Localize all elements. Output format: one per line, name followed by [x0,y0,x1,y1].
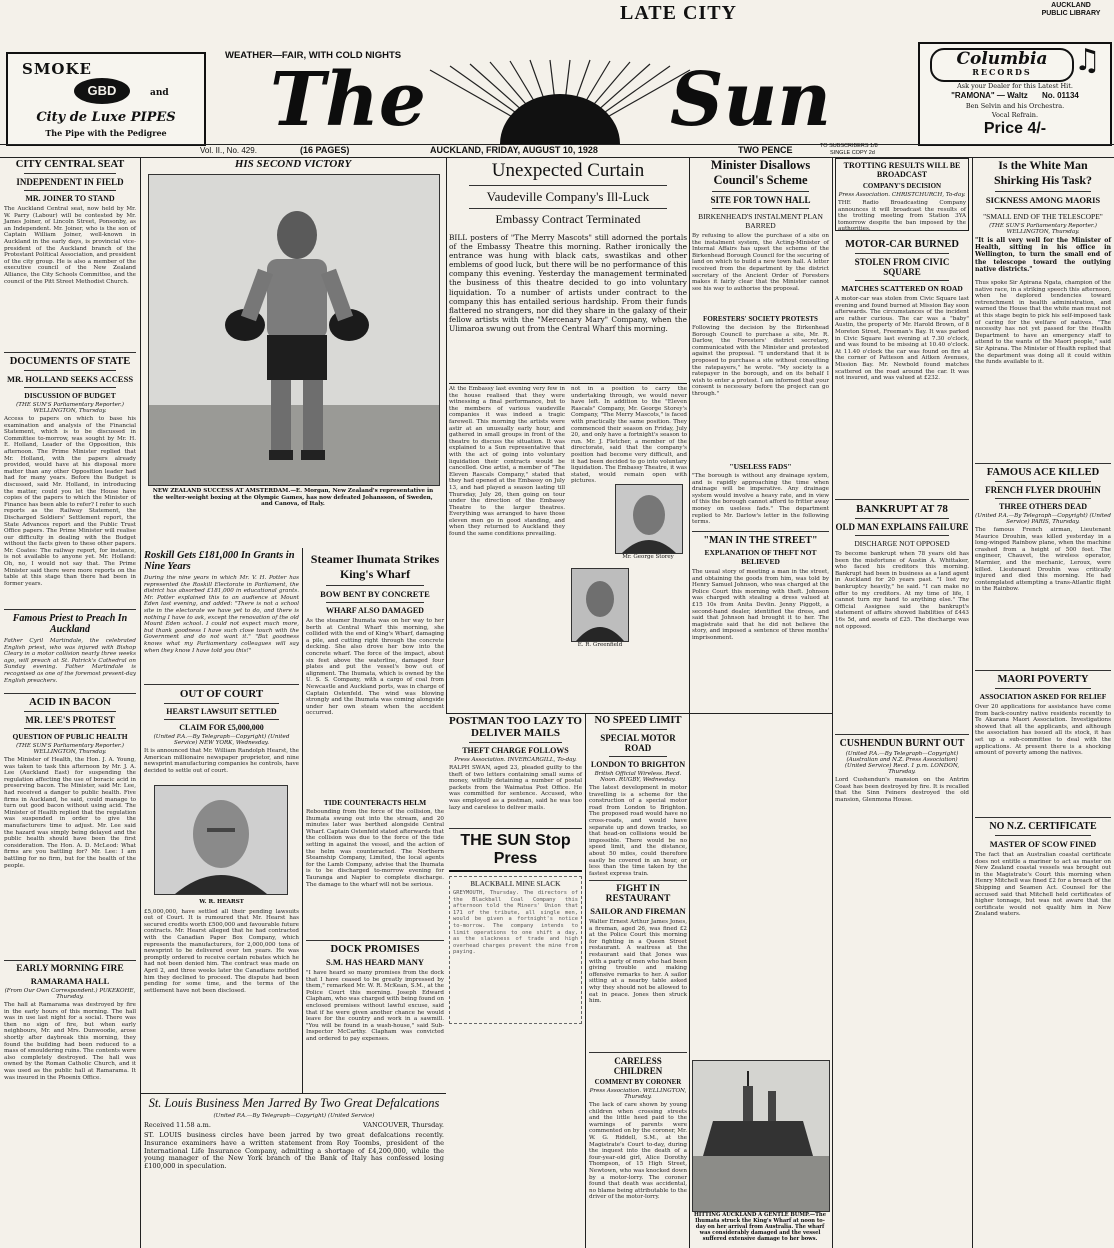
ihumata-body: As the steamer Ihumata was on her way to her berth at Central Wharf this morning, she collided with the end of King's Wharf, damaging a pile, and cutting right through the concrete decking. She also drove her bow into the concrete wharf. The force of the impact, about six feet above the waterline, damaged four plates and put the vessel's bow out of alignment. The Ihumata, which is owned by the U. S. S. Company, with a cargo of coal from Newcastle and Auckland ports, was in charge of Captain Ostenfeld. The wind was blowing strongly and the Ihumata was coming alongside under her own steam when the accident occurred. [306,618,444,717]
priest-headline: Famous Priest to Preach In Auckland [12,613,128,635]
dateline [0,145,1114,157]
storey-photo-caption: Mr. George Storey [622,554,674,560]
fight-headline: FIGHT IN RESTAURANT [605,884,671,904]
columbia-number: No. 01134 [1041,91,1079,100]
columbia-ask: Ask your Dealer for this Latest Hit. [957,82,1073,90]
curtain-body-left: At the Embassy last evening very few in the house realised that they were witnessing a final performance, but to the members of various vaudeville companies it was indeed a tragic farewell. This morning the artists were astir at an unusually early hour, and gathered in small groups in front of the theatre to discuss the situation. It was explained to a Sun representative that with the act of going into voluntary liquidation their contracts would be cancelled. One artist, a member of "The Eleven Rascals Company," stated that they had opened at the Embassy on July 13, and had played a season lasting till Thursday, July 26, then going on tour under the direction of the Embassy Theatre to the larger theatres. Everything was arranged to have those eleven men go in good standing, and when they returned to Auckland they found the same conditions prevailing. [449,386,565,538]
column-5 [835,158,969,1246]
pipe-advertisement [6,52,206,146]
boxer-photo [148,174,440,486]
cushendun-byline: (United P.A.—By Telegraph—Copyright) (Australian and N.Z. Press Association) (United Service) Recd. 1 p.m. LONDON, Thursday. [844,751,960,775]
bacon-deck: QUESTION OF PUBLIC HEALTH [12,732,128,741]
ihumata-photo-caption: HITTING AUCKLAND A GENTLE BUMP.—The Ihumata struck the King's Wharf at noon to-day on her arrival from Australia. The wharf was considerably damaged and the vessel suffered extensive damage to her bows. [693,1212,826,1242]
city-seat-body: The Auckland Central seat, now held by Mr. W. Parry (Labour) will be contested by Mr. James Joiner, of Lincoln Street, Ponsonby, as an Independent. Mr. Joiner, who is the son of Captain William Joiner, well-known in Auckland in the early days, is provincial vice-president of the Auckland branch of the Protestant Political Association, and president of the city group. He is also a member of the executive council of the New Zealand Alliance, the City Schools Committee, and the council of the Pitt Street Methodist Church. [4,206,136,285]
ihumata-photo [692,1060,830,1212]
boxer-figure [149,175,439,485]
ihumata-deck: WHARF ALSO DAMAGED [326,606,424,615]
postman-body: RALPH SWAN, aged 23, pleaded guilty to the theft of two letters containing small sums of money, wilfully detaining a number of postal packets from the Waimatua Post Office. He was committed for sentence. Accused, who was employed as a postman, said he was too lazy and careless to deliver mails. [449,765,582,811]
motorcar-body: A motor-car was stolen from Civic Square last evening and found burned at Mission Bay soon afterwards. The circumstances of the incident are rather curious. The car was a "baby" Austin, the property of Mr. Harold Brown, of 8 Moreton Street, Freeman's Bay. It was parked in Civic Square last evening at 7.30 o'clock, and was found to be missing at 10.40 o'clock. At 11.40 o'clock the car was found on fire at the corner of Patteson and Aitken Avenues, Mission Bay. Mr. Newbold found matches scattered on the road around the car. It was not insured, and was valued at £232. [835,296,969,382]
subscribers: TO SUBSCRIBERS 1/8 [820,143,878,149]
hearst-subhead: HEARST LAWSUIT SETTLED [166,707,277,716]
portrait-figure [155,786,287,894]
dock-headline: DOCK PROMISES [330,944,420,955]
columbia-title [920,91,1110,100]
documents-deck: DISCUSSION OF BUDGET [24,391,116,400]
white-man-deck: "SMALL END OF THE TELESCOPE" [983,212,1103,221]
hearst-portrait [154,785,288,895]
tide-body: Rebounding from the force of the collision, the Ihumata swung out into the stream, and 20 minutes later was berthed alongside Central Wharf. Captain Ostenfeld stated afterwards that the collision was due to the force of the tide setting in against the vessel, and the action of the helm was counteracted. The Northern Steamship Company, Limited, the local agents for the Lamb Company, advise that the Ihumata is to be discharged to-morrow evening for Tauranga and Napier to complete discharge. The damage to the wharf will not be serious. [306,809,444,888]
postman-headline: POSTMAN TOO LAZY TO DELIVER MAILS [449,715,582,739]
city-seat-headline: CITY CENTRAL SEAT [15,159,125,170]
bankrupt-deck: DISCHARGE NOT OPPOSED [854,539,950,548]
st-louis-received: Received 11.58 a.m. [144,1121,211,1129]
fire-body: The hall at Ramarama was destroyed by fire in the early hours of this morning. The hall was in use last night for a social. There was then no sign of fire, but when early neighbours, Mr. and Mrs. Dunwoodie, arose shortly after daybreak this morning, they found the building had been reduced to a mass of smouldering ruins. The contents were also completely destroyed. The hall was owned by the Roman Catholic Church, and it was used as the public hall at Ramarama. It was insured in the Phoenix Office. [4,1002,136,1081]
greenfield-photo [571,568,629,642]
foresters-body: Following the decision by the Birkenhead Borough Council to purchase a site, Mr. R. Darlow, the Foresters' district secretary, communicated with the Minister and protested against the proposal. "I understand that it is proposed to purchase a site without consulting the ratepayers," he wrote. "My society is a ratepayer in the borough, and on its behalf I wish to enter a protest. I am informed that your consent is necessary before the project can go through." [692,325,829,397]
columbia-logo [930,48,1074,82]
storey-photo [615,484,683,554]
library-stamp [1030,2,1112,20]
priest-body: Father Cyril Martindale, the celebrated English priest, who was injured with Bishop Cleary in a motor collision nearly three weeks ago, will preach at St. Patrick's Cathedral on Sunday evening. Father Martindale is recognised as one of the foremost present-day English preachers. [4,638,136,684]
speed-deck: LONDON TO BRIGHTON [590,760,686,769]
documents-body: Access to papers on which to base his examination and analysis of the Financial Statement, which is to be discussed in Committee to-morrow, was sought by Mr. H. E. Holland, Leader of the Opposition, this afternoon. The Prime Minister replied that Mr. Holland, with the papers already provided, would have at his disposal more matter than any other Opposition leader had had for many years. Before the Budget is discussed, said Mr. Holland, in introducing the matter, could you let the House have copies of the papers to which the Minister of Finance has been able to refer? I refer to such reports as the Railway Statement, the Discharged Soldiers' Settlement report, the State Advances report and the Public Trust Office papers. The Prime Minister will realise our difficulty in dealing with the Budget without the facts given to these other papers. Mr. Coates: The railway report, for instance, is not available to anyone yet. Mr. Holland: Oh, no, I would not say that. The Prime Minister said there were more reports on the table at this stage than there had been in former years. [4,416,137,587]
documents-headline: DOCUMENTS OF STATE [9,356,131,367]
columbia-refrain: Vocal Refrain. [991,111,1039,119]
hearst-body-continued: £5,000,000, have settled all their pending lawsuits out of Court. It is rumoured that Mr. Hearst has secured credits worth £500,000 and favourable future contracts. Mr. Hearst alleged that he had contracted with the Canadian Paper Box Company, which represents the manufacturers, for 2,000,000 tons of newsprint to be delivered over ten years. He was promptly ordered to receive certain rebates which he had not been denied him. The contract was made on April 2, and three weeks later the Canadians notified him they declined to proceed. The dispute had been pending for some time, and the terms of the settlement have not been disclosed. [144,908,299,994]
curtain-deck: Embassy Contract Terminated [495,212,641,226]
motorcar-deck: MATCHES SCATTERED ON ROAD [841,284,963,293]
fire-byline: (From Our Own Correspondent.) PUKEKOHE, Thursday. [4,988,136,1000]
certificate-headline: NO N.Z. CERTIFICATE [989,821,1097,832]
ihumata-subhead: BOW BENT BY CONCRETE [320,589,430,599]
masthead-the: The [270,57,426,143]
bankrupt-body: To become bankrupt when 78 years old has been the misfortune of Austin A. Whittaker, who faced his creditors this morning. Bankrupt had been in business as a land agent in Auckland for 20 years past. "I lost my bankruptcy heavily," he said. "I can make no offer to my creditors. At my time of life, I cannot turn my hand to anything else." The Official Assignee said the bankrupt's statement of affairs showed liabilities of £443 16s 5d, and assets of £25. The discharge was not opposed. [835,551,969,630]
bankrupt-headline: BANKRUPT AT 78 [856,503,948,515]
trotting-subhead: COMPANY'S DECISION [862,182,942,190]
columbia-brand: Columbia [956,49,1048,69]
column-3-lower [449,715,582,1245]
ihumata-headline: Steamer Ihumata Strikes King's Wharf [310,552,440,581]
volume: Vol. II., No. 429. [200,146,257,155]
edition-label: LATE CITY [620,2,737,24]
street-body: The usual story of meeting a man in the street, and obtaining the goods from him, was told by Henry Samuel Johnson, who was charged at the Police Court this morning with theft. Johnson was charged with stealing a dress valued at £15 10s from Anita Devlin. Jenny Piggott, a second-hand dealer, identified the dress, and said that Johnson had brought it to her. The magistrate said that he did not believe the story, and imposed a sentence of three months' imprisonment. [692,569,829,641]
curtain-subhead: Vaudeville Company's Ill-Luck [486,189,650,204]
ad-product: City de Luxe PIPES [36,110,176,125]
curtain-headline: Unexpected Curtain [491,160,645,181]
ihumata-photo-block [692,1060,830,1246]
documents-subhead: MR. HOLLAND SEEKS ACCESS [6,374,134,384]
column-4 [692,158,829,711]
columbia-sub: RECORDS [972,67,1032,77]
certificate-subhead: MASTER OF SCOW FINED [989,839,1097,849]
children-headline: CARELESS CHILDREN [613,1056,663,1076]
stop-press-title: THE SUN Stop Press [449,832,582,872]
ad-tagline: The Pipe with the Pedigree [45,128,167,138]
ad-smoke-label: SMOKE [22,60,92,78]
trotting-byline: Press Association. CHRISTCHURCH, To-day. [838,192,966,198]
ace-body: The famous French airman, Lieutenant Maurice Drouhin, was killed yesterday in a long-winged Rainbow plane, when the machine crashed from a height of 500 feet. The engineer, Chauvet, the wireless operator, Marmier, and the mechanic, Leroux, were killed. Lieutenant Drouhin was critically injured and died this morning. He had contemplated attempting a trans-Atlantic flight in the Rainbow. [975,527,1111,593]
certificate-body: The fact that an Australian coastal certificate does not entitle a mariner to act as master on New Zealand coastal vessels was brought out in the Magistrate's Court this morning when Henry Mitchell was fined £2 for a breach of the Shipping and Seamen Act. Counsel for the accused said that Mitchell held certificates of higher tonnage, but was not aware that the certificate would not qualify him in New Zealand waters. [975,852,1111,918]
ace-subhead: FRENCH FLYER DROUHIN [985,485,1101,495]
trotting-headline: TROTTING RESULTS WILL BE BROADCAST [843,161,961,179]
white-man-lead: "It is all very well for the Minister of Health, sitting in his office in Wellington, to turn the small end of the telescope toward the outlying native districts." [975,237,1111,273]
speed-byline: British Official Wireless. Recd. Noon. RUGBY, Wednesday. [594,771,682,783]
gbd-logo-text: GBD [87,83,117,98]
stop-press-headline: BLACKBALL MINE SLACK [470,880,561,888]
hearst-body: It is announced that Mr. William Randolph Hearst, the American millionaire newspaper proprietor, and nine newsprint manufacturing companies he controls, have decided to settle out of court. [144,748,299,774]
ace-byline: (United P.A.—By Telegraph—Copyright) (United Service) PARIS, Thursday. [975,513,1111,525]
pages: (16 PAGES) [300,145,350,155]
st-louis-body: ST. LOUIS business circles have been jarred by two great defalcations recently. Insurance examiners have a written statement from Roy Toombs, president of the International Life Insurance Company, admitting a shortage of £4,200,000, while the young manager of the New York branch of the Bank of Italy has confessed losing £100,000 in speculation. [144,1131,444,1171]
white-man-headline: Is the White Man Shirking His Task? [993,158,1093,187]
bankrupt-subhead: OLD MAN EXPLAINS FAILURE [835,522,969,532]
maori-poverty-headline: MAORI POVERTY [997,674,1089,685]
street-headline: "MAN IN THE STREET" [703,535,818,546]
masthead [200,57,920,144]
photo-title: HIS SECOND VICTORY [234,158,352,170]
cushendun-body: Lord Cushendun's mansion on the Antrim Coast has been destroyed by fire. It is recalled that the Sinn Feiners destroyed the old mansion, Glenmona House. [835,777,969,803]
st-louis-place: VANCOUVER, Thursday. [363,1121,444,1129]
minister-headline: Minister Disallows Council's Scheme [710,158,811,187]
children-byline: Press Association. WELLINGTON, Thursday. [589,1088,687,1100]
roskill-headline: Roskill Gets £181,000 In Grants in Nine Years [144,550,295,572]
masthead-sun: Sun [670,57,832,143]
st-louis-story [144,1096,444,1246]
columbia-advertisement [918,42,1112,146]
motorcar-headline: MOTOR-CAR BURNED [845,239,959,250]
bacon-body: The Minister of Health, the Hon. J. A. Young, was taken to task this afternoon by Mr. J. A. Lee (Auckland East) for suspending the regulation affecting the use of boracic acid in preserving bacon. The Minister, said Mr. Lee, had received a danger to public health. Five firms in Auckland, he said, could manage to turn out good bacon without using acid. The Minister of Health replied that the regulation was suspended in order to give the manufacturers time to adjust. Mr. Lee said the hazard was simply being delayed and the public health should have been the first consideration. The Hon. A. D. McLeod: What firms are you battling for? Mr. Lee: I am battling for no firm, but for the health of the people. [4,757,136,869]
minister-deck: BIRKENHEAD'S INSTALMENT PLAN BARRED [698,212,823,230]
boxer-photo-block [144,158,442,548]
bacon-byline: (THE SUN'S Parliamentary Reporter.) WELLINGTON, Thursday. [16,743,124,755]
cushendun-headline: CUSHENDUN BURNT OUT [839,738,965,749]
st-louis-headline: St. Louis Business Men Jarred By Two Great Defalcations [148,1096,440,1110]
fads-subhead: "USELESS FADS" [729,462,792,471]
speed-body: The latest development in motor travelling is a scheme for the construction of a special motor road from London to Brighton. The proposed road would have no cross-roads, and would have separate up and down tracks, so that head-on collisions would be impossible. There would be no speed limit, and the distance, about 50 miles, could therefore easily be covered in an hour, or less than the time taken by the fastest express train. [589,785,687,877]
curtain-lead: BILL posters of "The Merry Mascots" still adorned the portals of the Embassy Theatre this morning. Rather ironically the entrance was hung with black cats, swastikas and other emblems of good luck, but there will be no performance of this company this evening. Yesterday the management terminated the business of this theatre decided to go into voluntary liquidation. To a number of artists under contract to the company this has entailed serious hardship. From their funds flattered no strangers, nor did they share in the galaxy of their fellow artists with the "Mercenary Mary" Company, when the Ulimaroa swung out from the Central Wharf this morning. [449,233,687,333]
roskill-body: During the nine years in which Mr. V. H. Potter has represented the Roskill Electorate in Parliament, the district has absorbed £181,000 in educational grants. Mr. Potter explained this to an audience at Mount Eden last evening, and added: "There is not a school site in the electorate we have yet to do, and there is nothing I have to ask, except the renovation of the old Mount Eden school. I could not expect much more, but thank goodness I have such close touch with the Government and do not want it." "But goodness knows what my Parliamentary colleagues will say when they know I have told you this!" [144,575,299,654]
single-copy: SINGLE COPY 2d [830,150,875,156]
ad-and: and [150,88,169,98]
children-body: The lack of care shown by young children when crossing streets and the little heed paid to the warnings of parents were commented on by the coroner, Mr. W. G. Riddell, S.M., at the Magistrate's Court to-day, during the inquest into the death of a four-year-old girl, Alice Dorothy Thompson, of 15 High Street, Newtown, who was knocked down by a motor-lorry. The coroner found that death was accidental, no blame being attributable to the driver of the motor-lorry. [589,1102,687,1201]
column-6 [975,158,1111,1246]
stop-press-body: GREYMOUTH, Thursday. The directors of the Blackball Coal Company this afternoon told the Miners' Union that 171 of the tribute, all single men, would be given a fortnight's notice to-morrow. The company intends to limit operations to one shift a day, as the slackness of trade and high overhead charges prevent the mine from paying. [453,890,578,956]
weather-line: WEATHER—FAIR, WITH COLD NIGHTS [225,50,402,61]
ace-deck: THREE OTHERS DEAD [998,502,1088,511]
boxer-photo-caption: NEW ZEALAND SUCCESS AT AMSTERDAM.—E. Morgan, New Zealand's representative in the welter-weight boxing at the Olympic Games, has now defeated Johansson, of Sweden, and Canova, of Italy. [152,488,434,508]
maori-poverty-subhead: ASSOCIATION ASKED FOR RELIEF [979,692,1107,701]
children-subhead: COMMENT BY CORONER [594,1078,682,1086]
street-subhead: EXPLANATION OF THEFT NOT BELIEVED [704,548,817,566]
hearst-headline: OUT OF COURT [179,688,264,700]
minister-subhead: SITE FOR TOWN HALL [710,195,811,205]
speed-subhead: SPECIAL MOTOR ROAD [600,733,676,753]
curtain-body-right: not in a position to carry the undertaking through, we would never have left. In addition to the "Eleven Rascals" Company, Mr. George Storey's Company, "The Merry Mascots," is faced with practically the same position. They commenced their season on Friday, July 20, and only have a fortnight's season to run. Mr. J. Fletcher, a member of the directorate, said that the company's position had become very difficult, and it had been decided to go into voluntary liquidation. The Embassy Theatre, it was stated, would remain open with pictures. [571,386,688,485]
columbia-artist: Ben Selvin and his Orchestra. [965,102,1065,110]
dock-body: "I have heard so many promises from the dock that I have ceased to be greatly impressed by them," remarked Mr. W. R. McKean, S.M., at the Police Court this morning. Joseph Edward Clapham, who was charged with being found on enclosed premises without lawful excuse, said that if he were given another chance he would leave for the country and work in a sawmill. "You will be found in a wash-house," said Sub-Inspector McCarthy. Clapham was convicted and ordered to pay expenses. [306,970,444,1042]
documents-byline: (THE SUN'S Parliamentary Reporter.) WELLINGTON, Thursday. [16,402,124,414]
postman-subhead: THEFT CHARGE FOLLOWS [462,746,569,755]
fads-body: "The borough is without any drainage system, and is rapidly approaching the time when drainage will be imperative. Any drainage system would involve a heavy rate, and in view of this the borough cannot afford to fritter away money on useless fads." The department replied to Mr. Darlow's letter in the following terms. [692,473,829,526]
hearst-byline: (United P.A.—By Telegraph—Copyright) (United Service) NEW YORK, Wednesday. [153,734,290,746]
column-4-lower [589,715,687,1245]
hearst-portrait-caption: W. R. HEARST [199,899,244,905]
issue-price: TWO PENCE [738,145,793,155]
gbd-logo [74,78,130,104]
motorcar-subhead: STOLEN FROM CIVIC SQUARE [854,257,950,277]
foresters-subhead: FORESTERS' SOCIETY PROTESTS [703,315,818,323]
bacon-headline: ACID IN BACON [29,697,111,708]
city-seat-subhead: INDEPENDENT IN FIELD [16,177,124,187]
fire-subhead: RAMARAMA HALL [30,976,110,986]
hearst-deck: CLAIM FOR £5,000,000 [179,723,264,732]
st-louis-byline: (United P.A.—By Telegraph—Copyright) (United Service) [213,1113,375,1119]
column-3b [306,552,444,1092]
fight-subhead: SAILOR AND FIREMAN [590,906,686,916]
tide-subhead: TIDE COUNTERACTS HELM [323,798,427,807]
maori-poverty-body: Over 20 applications for assistance have come from back-country native residents recently to Te Akarana Maori Association. Investigations showed that all the applicants, and although the association has issued all its stock, it has set up a sub-committee to deal with the applications. At present there is a shocking amount of poverty among the natives. [975,704,1111,757]
fire-headline: EARLY MORNING FIRE [16,964,124,974]
bacon-subhead: MR. LEE'S PROTEST [25,715,115,725]
columbia-song: "RAMONA" — Waltz [951,91,1028,100]
greenfield-photo-caption: E. R. Greenfield [577,642,623,648]
columbia-price: Price 4/- [983,120,1047,137]
city-seat-deck: MR. JOINER TO STAND [25,194,115,203]
trotting-body: THE Radio Broadcasting Company announces it will broadcast the results of the trotting meeting from Station 3YA tomorrow despite the ban imposed by the authorities. [838,200,966,233]
library-stamp-line1: AUCKLAND [1051,2,1091,9]
ace-headline: FAMOUS ACE KILLED [986,467,1100,478]
dock-subhead: S.M. HAS HEARD MANY [326,957,424,967]
stop-press-box [449,876,582,1024]
issue-date: AUCKLAND, FRIDAY, AUGUST 10, 1928 [430,145,598,155]
white-man-subhead: SICKNESS AMONG MAORIS [985,195,1101,205]
column-1 [4,158,136,1246]
fight-body: Walter Ernest Arthur James Jones, a fireman, aged 26, was fined £2 at the Police Court this morning for fighting in a Queen Street restaurant. A waitress at the restaurant said that Jones was with a party of men who had been giving trouble and making offensive remarks to her. A sailor sitting at a nearby table asked why they should not be allowed to eat in peace. Jones then struck him. [589,919,687,1005]
column-3 [449,158,687,713]
st-louis-recd [144,1121,444,1130]
ship-figure [693,1061,829,1211]
white-man-body: Thus spoke Sir Apirana Ngata, champion of the native race, in a striking speech this afternoon, when he deplored tendencies toward retrenchment in health administration, and warned the House that the white man must not at this stage begin to pick his self-imposed task of caring for the welfare of natives. "The necessity has not yet passed for the Health Department to have an emergency staff to attend to the wants of the Maori people," said Sir Apirana. The Minister of Health replied that the department was doing all it could within the funds available to it. [975,280,1111,366]
minister-body: By refusing to allow the purchase of a site on the instalment system, the Acting-Minister of Internal Affairs has upset the scheme of the Birkenhead Borough Council for the securing of land on which to build a new town hall. A letter received from the department by the district secretary of the Ancient Order of Foresters makes it fairly clear that the Minister cannot see his way to authorise the proposal. [692,233,829,292]
library-stamp-line2: PUBLIC LIBRARY [1041,10,1101,17]
trotting-box [835,158,969,231]
white-man-byline: (THE SUN'S Parliamentary Reporter.) WELLINGTON, Thursday. [989,223,1097,235]
speed-headline: NO SPEED LIMIT [594,715,682,726]
music-note-icon: ♫ [1074,43,1101,78]
postman-byline: Press Association. INVERCARGILL, To-day. [454,757,577,763]
